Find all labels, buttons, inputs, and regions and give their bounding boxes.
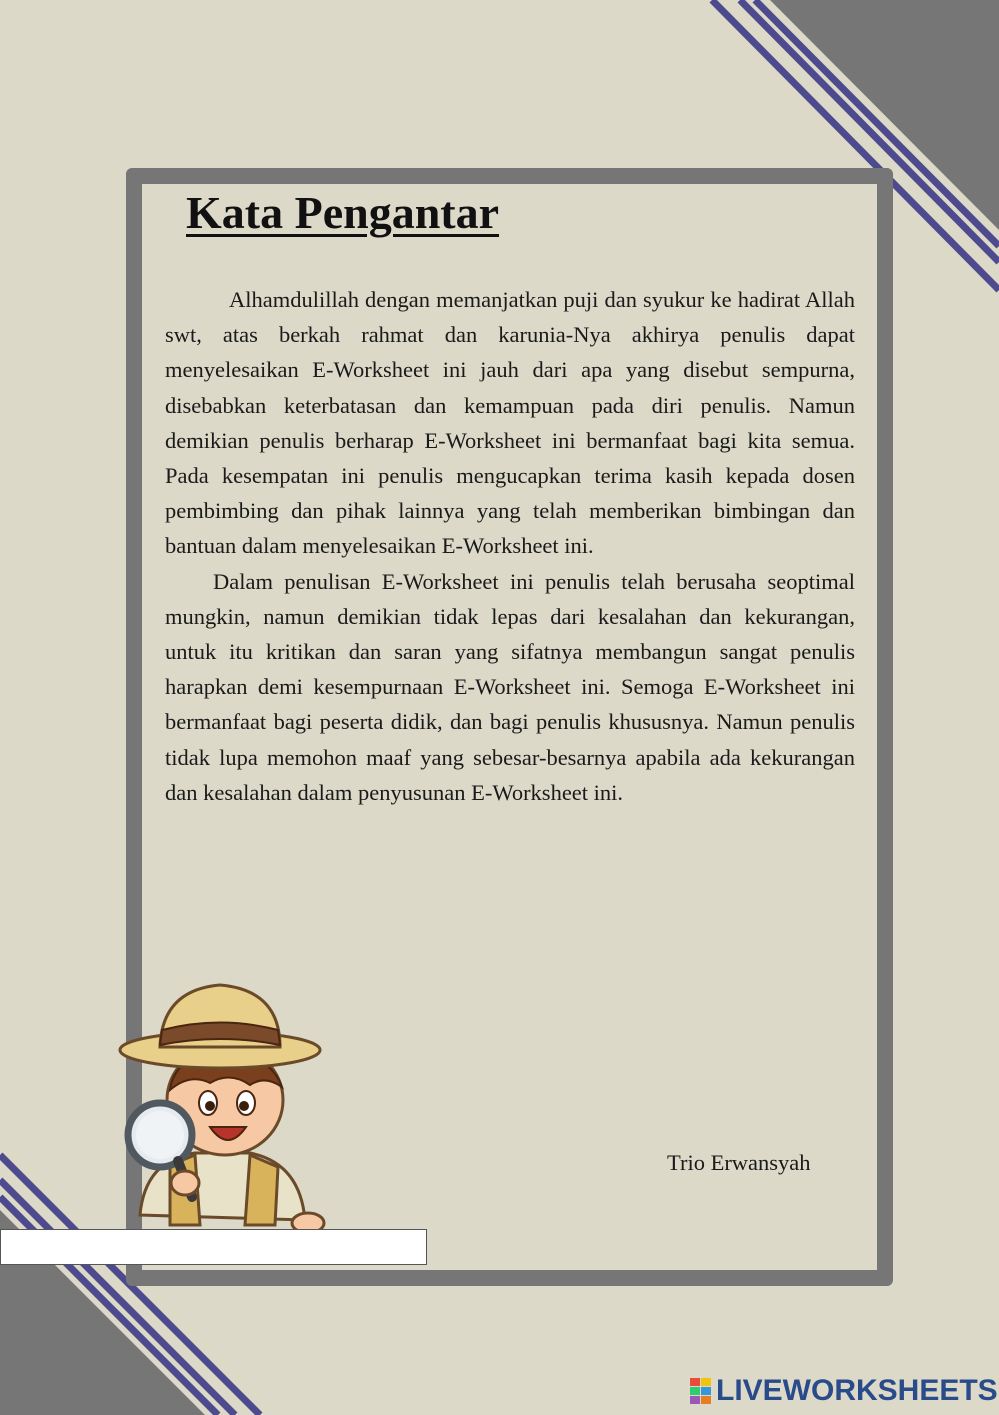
liveworksheets-logo-text: LIVEWORKSHEETS (716, 1374, 998, 1407)
page-title: Kata Pengantar (186, 187, 500, 238)
paragraph-2: Dalam penulisan E-Worksheet ini penulis telah berusaha seoptimal mungkin, namun demikian tidak lepas dari kesalahan dan kekurangan, untuk itu kritikan dan saran yang sifatnya membangun sangat penulis harapkan demi kesempurnaan E-Worksheet ini. Semoga E-Worksheet ini bermanfaat bagi peserta didik, dan bagi penulis khususnya. Namun penulis tidak lupa memohon maaf yang sebesar-besarnya apabila ada kekurangan dan kesalahan dalam penyusunan E-Worksheet ini. (165, 568, 855, 805)
document-body (165, 282, 855, 810)
paragraph-1: Alhamdulillah dengan memanjatkan puji dan syukur ke hadirat Allah swt, atas berkah rahmat dan karunia-Nya akhirya penulis dapat menyelesaikan E-Worksheet ini jauh dari apa yang disebut sempurna, disebabkan keterbatasan dan kemampuan pada diri penulis. Namun demikian penulis berharap E-Worksheet ini bermanfaat bagi kita semua. Pada kesempatan ini penulis mengucapkan terima kasih kepada dosen pembimbing dan pihak lainnya yang telah memberikan bimbingan dan bantuan dalam menyelesaikan E-Worksheet ini. (165, 287, 855, 559)
author-name: Trio Erwansyah (667, 1150, 811, 1175)
name-box (0, 1229, 427, 1265)
explorer-boy-illustration (100, 975, 340, 1260)
liveworksheets-logo-icon (690, 1378, 712, 1404)
liveworksheets-logo (690, 1374, 998, 1408)
